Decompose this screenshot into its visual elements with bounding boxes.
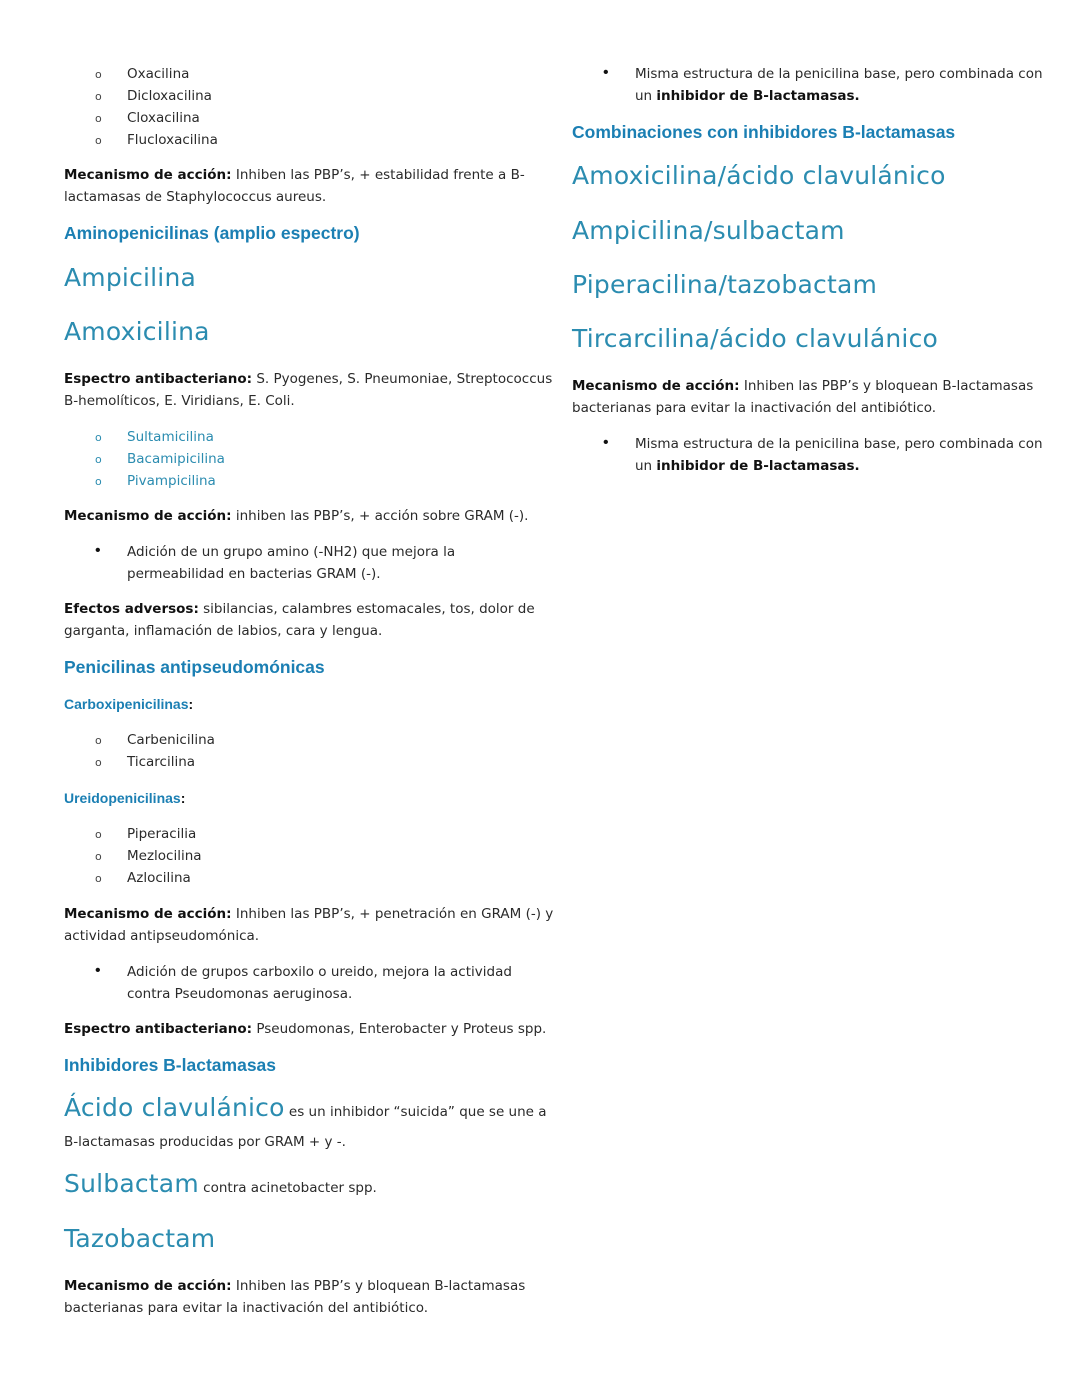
list-item: Oxacilina bbox=[127, 66, 190, 82]
list-bullet: o bbox=[95, 134, 102, 147]
list-item: Ticarcilina bbox=[127, 754, 196, 770]
clavulanico-text: es un inhibidor “suicida” que se une a bbox=[284, 1104, 547, 1120]
clavulanico-paragraph bbox=[64, 1093, 547, 1122]
list-bullet: o bbox=[95, 756, 102, 769]
subheading-ureidopenicilinas bbox=[64, 790, 185, 806]
list-item: Dicloxacilina bbox=[127, 88, 212, 104]
list-bullet: o bbox=[95, 431, 102, 444]
bullet-text: Misma estructura de la penicilina base, pero combinada con bbox=[635, 436, 1043, 452]
list-bullet: • bbox=[95, 542, 101, 559]
mechanism-label: Mecanismo de acción: bbox=[64, 508, 232, 524]
spectrum-label: Espectro antibacteriano: bbox=[64, 371, 253, 387]
subheading-colon: : bbox=[188, 696, 194, 712]
mechanism-label: Mecanismo de acción: bbox=[64, 906, 232, 922]
drug-name-acido-clavulanico: Ácido clavulánico bbox=[64, 1093, 285, 1122]
mechanism-text: Inhiben las PBP’s y bloquean B-lactamasas bbox=[739, 378, 1034, 394]
list-bullet: o bbox=[95, 112, 102, 125]
clavulanico-text-line: B-lactamasas producidas por GRAM + y -. bbox=[64, 1134, 346, 1150]
bullet-text-bold: inhibidor de B-lactamasas. bbox=[656, 458, 860, 474]
bullet-text-prefix: un bbox=[635, 458, 657, 474]
list-item: Bacamipicilina bbox=[127, 451, 225, 467]
mechanism-paragraph bbox=[64, 1275, 525, 1297]
list-item: Sultamicilina bbox=[127, 429, 214, 445]
list-bullet: o bbox=[95, 872, 102, 885]
mechanism-paragraph bbox=[572, 375, 1033, 397]
subheading-text: Ureidopenicilinas bbox=[64, 790, 181, 806]
spectrum-paragraph bbox=[64, 1018, 546, 1040]
bullet-text: Adición de un grupo amino (-NH2) que mejora la bbox=[127, 544, 456, 560]
list-bullet: o bbox=[95, 453, 102, 466]
subheading-carboxipenicilinas bbox=[64, 696, 193, 712]
section-heading-aminopenicilinas: Aminopenicilinas (amplio espectro) bbox=[64, 223, 360, 243]
drug-name-sulbactam: Sulbactam bbox=[64, 1169, 199, 1198]
section-heading-antipseudomonicas: Penicilinas antipseudomónicas bbox=[64, 657, 325, 677]
mechanism-paragraph bbox=[64, 164, 525, 186]
spectrum-text: S. Pyogenes, S. Pneumoniae, Streptococcus bbox=[252, 371, 553, 387]
bullet-text-prefix: un bbox=[635, 88, 657, 104]
mechanism-label: Mecanismo de acción: bbox=[64, 167, 232, 183]
sulbactam-text: contra acinetobacter spp. bbox=[198, 1180, 377, 1196]
section-heading-combinaciones: Combinaciones con inhibidores B-lactamasas bbox=[572, 122, 956, 142]
mechanism-text-line: actividad antipseudomónica. bbox=[64, 928, 260, 944]
list-item: Piperacilia bbox=[127, 826, 197, 842]
list-bullet: o bbox=[95, 828, 102, 841]
spectrum-text: Pseudomonas, Enterobacter y Proteus spp. bbox=[252, 1021, 547, 1037]
bullet-text-bold: inhibidor de B-lactamasas. bbox=[656, 88, 860, 104]
subheading-text: Carboxipenicilinas bbox=[64, 696, 189, 712]
spectrum-paragraph bbox=[64, 368, 552, 390]
mechanism-text-line: lactamasas de Staphylococcus aureus. bbox=[64, 189, 327, 205]
mechanism-label: Mecanismo de acción: bbox=[572, 378, 740, 394]
list-item: Azlocilina bbox=[127, 870, 191, 886]
drug-name-ampicilina: Ampicilina bbox=[64, 263, 197, 292]
list-item: Mezlocilina bbox=[127, 848, 202, 864]
list-item: Pivampicilina bbox=[127, 473, 216, 489]
list-bullet: • bbox=[603, 434, 609, 451]
adverse-effects-paragraph bbox=[64, 598, 535, 620]
spectrum-label: Espectro antibacteriano: bbox=[64, 1021, 253, 1037]
list-bullet: • bbox=[603, 64, 609, 81]
drug-name-amoxicilina: Amoxicilina bbox=[64, 317, 210, 346]
mechanism-paragraph bbox=[64, 903, 553, 925]
mechanism-text: Inhiben las PBP’s, + penetración en GRAM (-) y bbox=[231, 906, 554, 922]
list-bullet: o bbox=[95, 90, 102, 103]
adverse-effects-text: sibilancias, calambres estomacales, tos, dolor de bbox=[198, 601, 535, 617]
mechanism-text: inhiben las PBP’s, + acción sobre GRAM (-). bbox=[231, 508, 529, 524]
section-heading-inhibidores: Inhibidores B-lactamasas bbox=[64, 1055, 277, 1075]
adverse-effects-text-line: garganta, inflamación de labios, cara y lengua. bbox=[64, 623, 383, 639]
bullet-text: Misma estructura de la penicilina base, pero combinada con bbox=[635, 66, 1043, 82]
bullet-text: permeabilidad en bacterias GRAM (-). bbox=[127, 566, 381, 582]
list-item: Flucloxacilina bbox=[127, 132, 218, 148]
mechanism-text: Inhiben las PBP’s, + estabilidad frente a B- bbox=[231, 167, 525, 183]
bullet-text: contra Pseudomonas aeruginosa. bbox=[127, 986, 353, 1002]
list-bullet: o bbox=[95, 475, 102, 488]
combo-drug-name: Tircarcilina/ácido clavulánico bbox=[572, 324, 939, 353]
list-item: Carbenicilina bbox=[127, 732, 215, 748]
drug-name-tazobactam: Tazobactam bbox=[64, 1224, 216, 1253]
mechanism-text-line: bacterianas para evitar la inactivación del antibiótico. bbox=[64, 1300, 429, 1316]
list-item: Cloxacilina bbox=[127, 110, 200, 126]
combo-drug-name: Piperacilina/tazobactam bbox=[572, 270, 878, 299]
mechanism-text-line: bacterianas para evitar la inactivación del antibiótico. bbox=[572, 400, 937, 416]
combo-drug-name: Amoxicilina/ácido clavulánico bbox=[572, 161, 946, 190]
bullet-text: Adición de grupos carboxilo o ureido, mejora la actividad bbox=[127, 964, 512, 980]
spectrum-text-line: B-hemolíticos, E. Viridians, E. Coli. bbox=[64, 393, 295, 409]
bullet-text bbox=[635, 85, 860, 107]
mechanism-paragraph bbox=[64, 505, 528, 527]
list-bullet: o bbox=[95, 850, 102, 863]
sulbactam-paragraph bbox=[64, 1169, 377, 1198]
combo-drug-name: Ampicilina/sulbactam bbox=[572, 216, 845, 245]
adverse-effects-label: Efectos adversos: bbox=[64, 601, 199, 617]
list-bullet: o bbox=[95, 68, 102, 81]
subheading-colon: : bbox=[180, 790, 186, 806]
bullet-text bbox=[635, 455, 860, 477]
list-bullet: • bbox=[95, 962, 101, 979]
mechanism-text: Inhiben las PBP’s y bloquean B-lactamasas bbox=[231, 1278, 526, 1294]
list-bullet: o bbox=[95, 734, 102, 747]
mechanism-label: Mecanismo de acción: bbox=[64, 1278, 232, 1294]
